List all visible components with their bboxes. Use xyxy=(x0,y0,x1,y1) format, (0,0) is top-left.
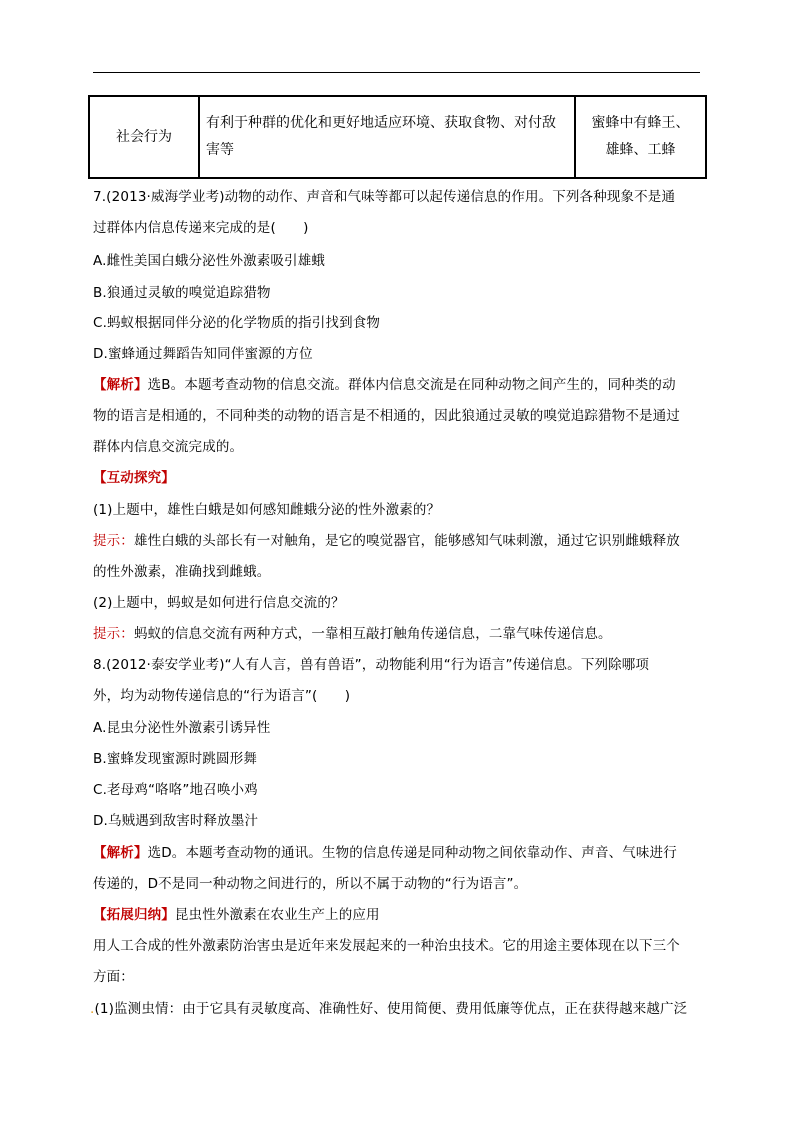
example-line-2: 雄蜂、工蜂 xyxy=(605,142,676,158)
q8-stem-line-1: 8.(2012·泰安学业考)“人有人言，兽有兽语”，动物能利用“行为语言”传递信息。下列除哪项 xyxy=(93,657,650,673)
table-row xyxy=(89,96,706,178)
q7-analysis-text: 选B。本题考查动物的信息交流。群体内信息交流是在同种动物之间产生的，同种类的动 xyxy=(147,377,676,393)
q7-option-c: C.蚂蚁根据同伴分泌的化学物质的指引找到食物 xyxy=(93,315,381,331)
example-line-1: 蜜蜂中有蜂王、 xyxy=(591,115,690,131)
header-rule xyxy=(93,72,700,73)
behavior-type-cell: 社会行为 xyxy=(89,96,199,178)
q8-option-a: A.昆虫分泌性外激素引诱异性 xyxy=(93,720,271,736)
q8-analysis-line-2: 传递的，D不是同一种动物之间进行的，所以不属于动物的“行为语言”。 xyxy=(93,876,528,892)
extend-item-1-text: (1)监测虫情：由于它具有灵敏度高、准确性好、使用简便、费用低廉等优点，正在获得越来越广泛 xyxy=(94,1001,688,1017)
q8-stem-line-2: 外，均为动物传递信息的“行为语言”( ) xyxy=(93,688,351,704)
q8-option-c: C.老母鸡“咯咯”地召唤小鸡 xyxy=(93,782,258,798)
behavior-meaning-cell xyxy=(199,96,575,178)
q8-analysis-text: 选D。本题考查动物的通讯。生物的信息传递是同种动物之间依靠动作、声音、气味进行 xyxy=(147,845,677,861)
explore-tag: 【互动探究】 xyxy=(93,470,175,486)
behavior-table xyxy=(88,95,707,179)
meaning-line-1: 有利于种群的优化和更好地适应环境、获取食物、对付敌 xyxy=(206,115,556,131)
q7-analysis-line-3: 群体内信息交流完成的。 xyxy=(93,439,244,455)
extend-tag: 【拓展归纳】 xyxy=(93,907,175,923)
extend-paragraph-line-2: 方面： xyxy=(93,969,134,985)
q7-option-a: A.雌性美国白蛾分泌性外激素吸引雄蛾 xyxy=(93,253,325,269)
explore-answer-1-text: 雄性白蛾的头部长有一对触角，是它的嗅觉器官，能够感知气味刺激，通过它识别雌蛾释放 xyxy=(133,533,680,549)
q7-stem-line-1: 7.(2013·威海学业考)动物的动作、声音和气味等都可以起传递信息的作用。下列各种现象不是通 xyxy=(93,189,676,205)
q8-option-d: D.乌贼遇到敌害时释放墨汁 xyxy=(93,813,259,829)
behavior-example-cell xyxy=(575,96,706,178)
explore-answer-2-text: 蚂蚁的信息交流有两种方式，一靠相互敲打触角传递信息，二靠气味传递信息。 xyxy=(133,626,612,642)
explore-question-2: (2)上题中，蚂蚁是如何进行信息交流的？ xyxy=(93,595,345,611)
meaning-line-2: 害等 xyxy=(206,142,234,158)
analysis-tag: 【解析】 xyxy=(93,845,148,861)
extend-paragraph-line-1: 用人工合成的性外激素防治害虫是近年来发展起来的一种治虫技术。它的用途主要体现在以下三个 xyxy=(93,938,680,954)
explore-answer-1-line-1 xyxy=(93,531,680,551)
hint-tag: 提示： xyxy=(93,533,134,549)
q7-analysis-line-1 xyxy=(93,375,676,395)
q8-option-b: B.蜜蜂发现蜜源时跳圆形舞 xyxy=(93,751,258,767)
extend-item-1 xyxy=(90,999,687,1019)
q8-analysis-line-1 xyxy=(93,843,677,863)
explore-question-1: (1)上题中，雄性白蛾是如何感知雌蛾分泌的性外激素的？ xyxy=(93,502,441,518)
q7-option-d: D.蜜蜂通过舞蹈告知同伴蜜源的方位 xyxy=(93,346,313,362)
hint-tag: 提示： xyxy=(93,626,134,642)
marker-dot: . xyxy=(90,1001,95,1017)
q7-option-b: B.狼通过灵敏的嗅觉追踪猎物 xyxy=(93,285,271,301)
q7-analysis-line-2: 物的语言是相通的，不同种类的动物的语言是不相通的，因此狼通过灵敏的嗅觉追踪猎物不是通过 xyxy=(93,408,680,424)
q7-stem-line-2: 过群体内信息传递来完成的是( ) xyxy=(93,220,309,236)
explore-answer-1-line-2: 的性外激素，准确找到雌蛾。 xyxy=(93,564,271,580)
analysis-tag: 【解析】 xyxy=(93,377,148,393)
extend-heading xyxy=(93,905,380,925)
extend-title: 昆虫性外激素在农业生产上的应用 xyxy=(174,907,380,923)
explore-answer-2 xyxy=(93,624,612,644)
